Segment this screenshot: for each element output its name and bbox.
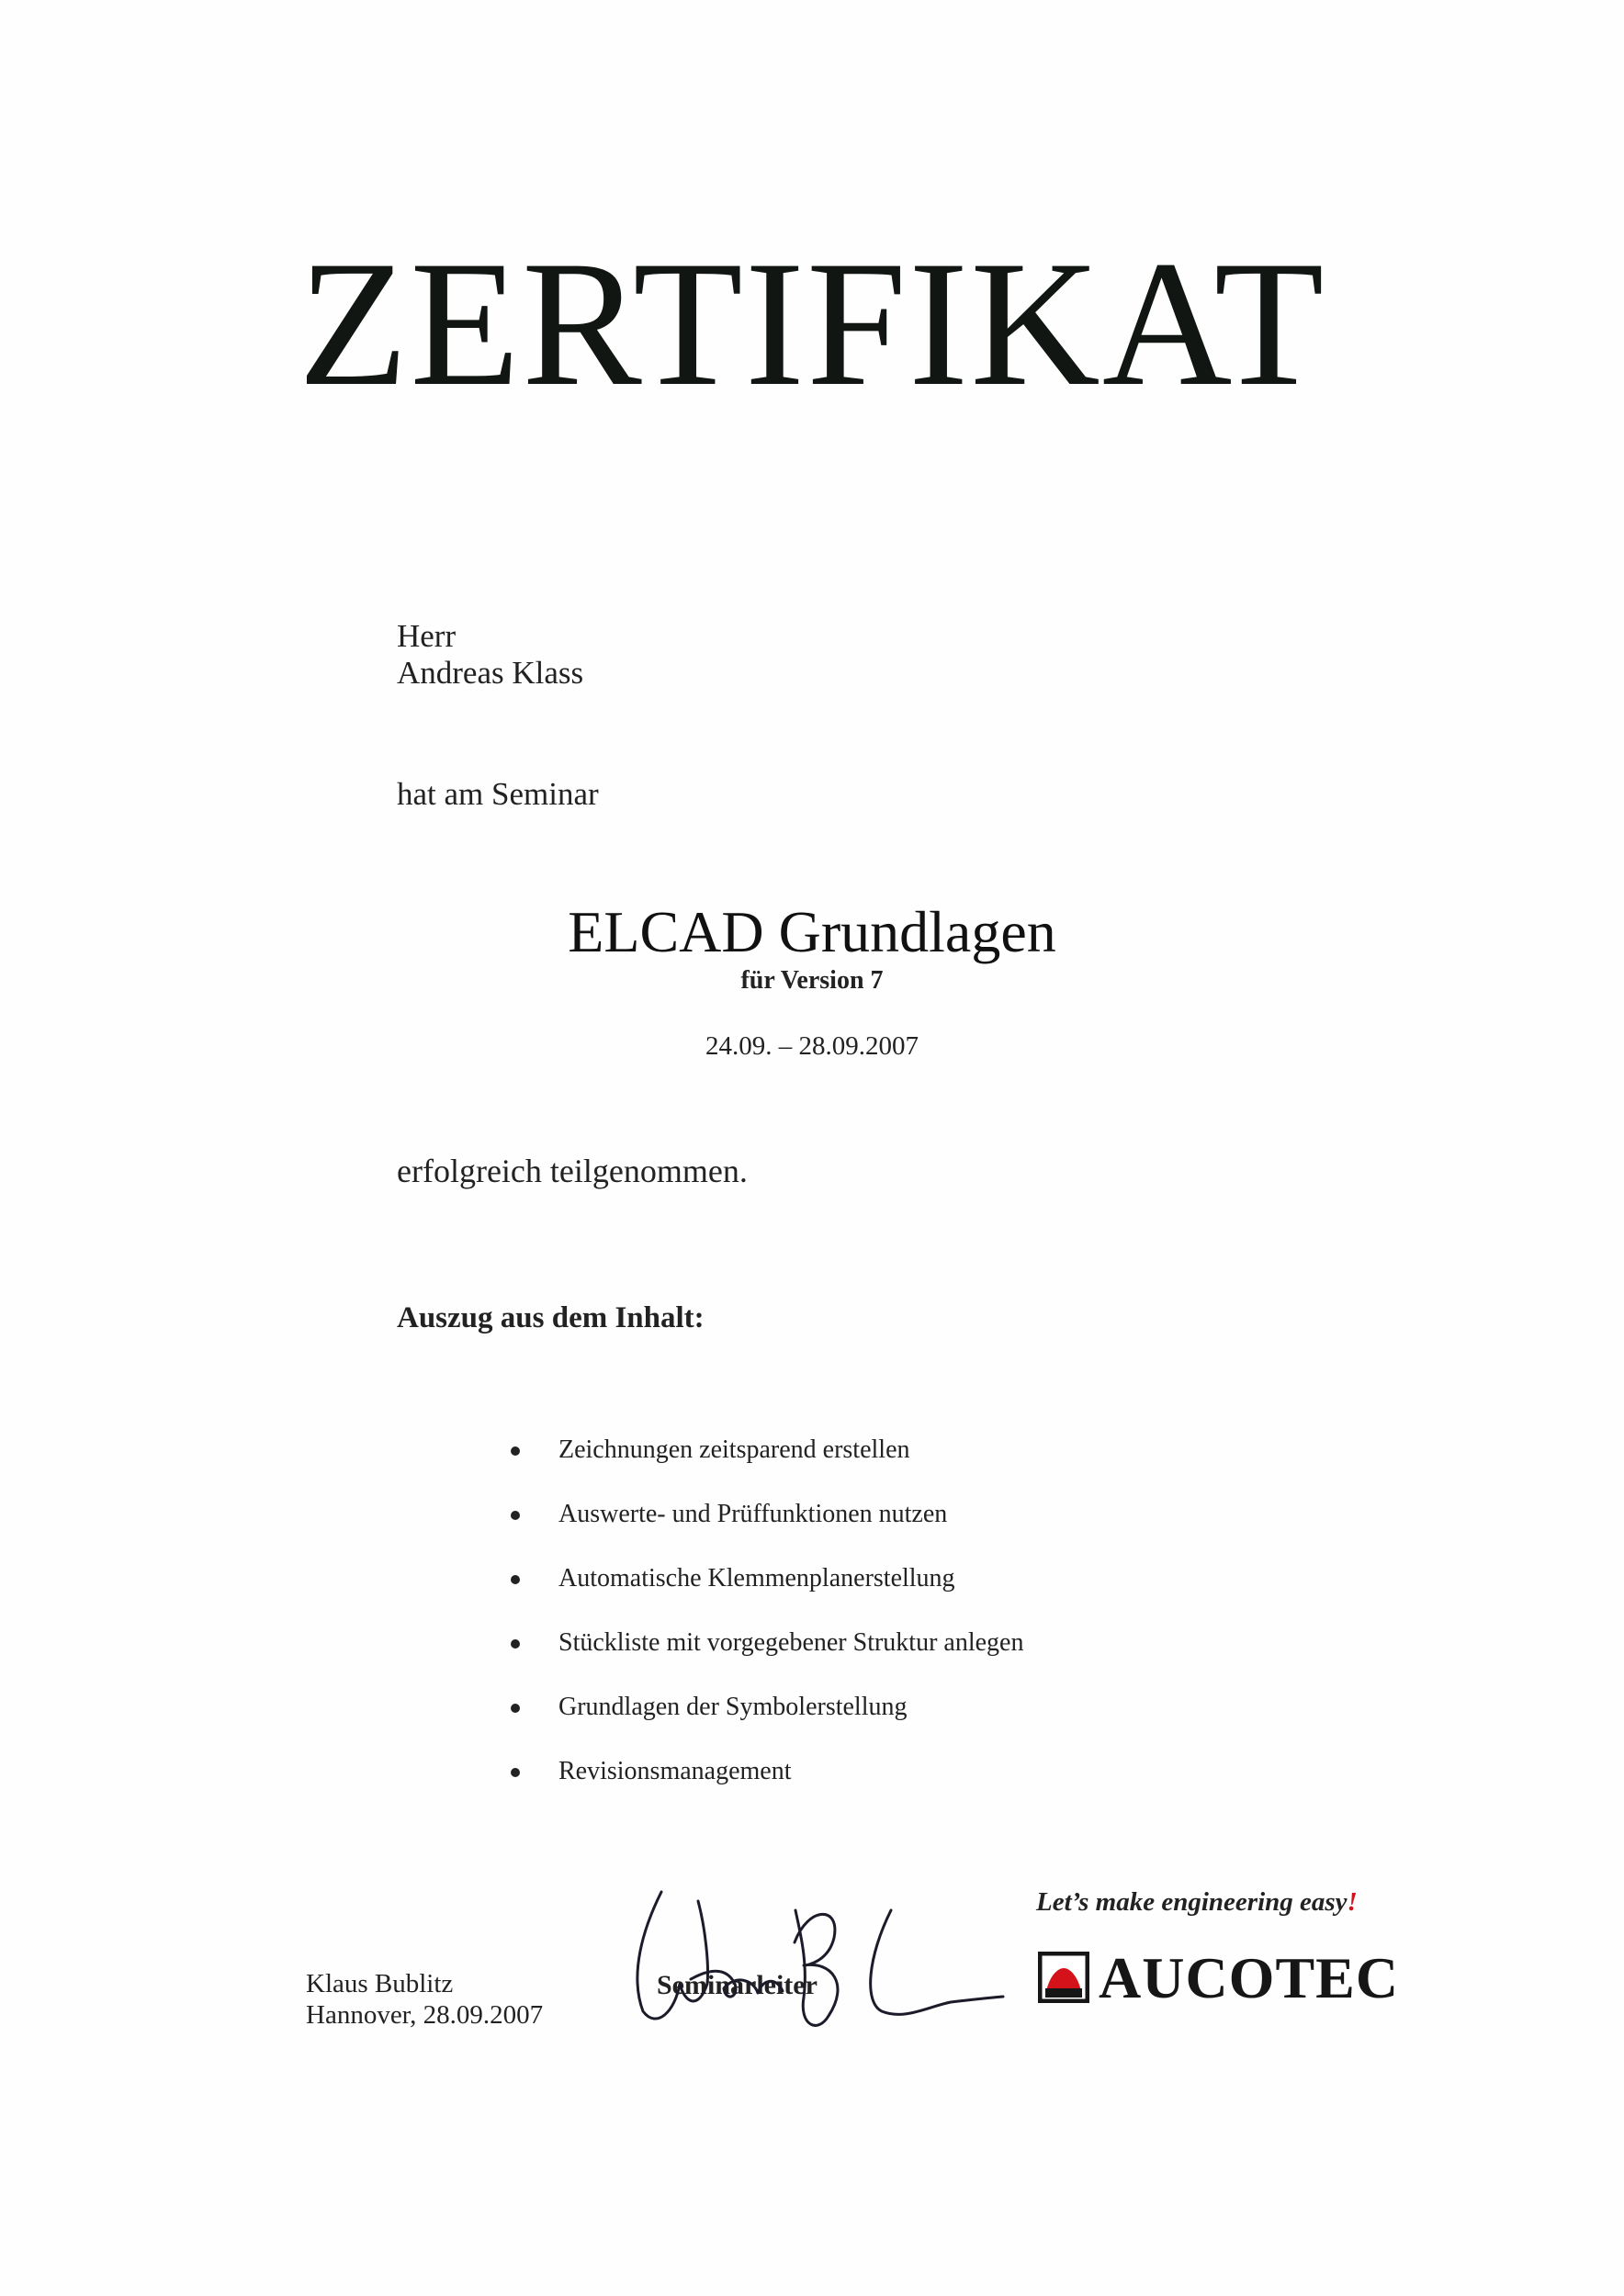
content-heading: Auszug aus dem Inhalt: [397, 1301, 705, 1334]
place-date: Hannover, 28.09.2007 [306, 2000, 544, 2030]
list-item [511, 1627, 1023, 1692]
bullet-icon [511, 1639, 520, 1649]
aucotec-logo-icon [1038, 1952, 1089, 2003]
bullet-icon [511, 1704, 520, 1713]
bullet-icon [511, 1768, 520, 1777]
recipient-name: Andreas Klass [397, 655, 584, 691]
handwritten-signature [588, 1874, 1010, 2057]
list-item-label: Stückliste mit vorgegebener Struktur anlegen [558, 1628, 1024, 1657]
recipient-salutation: Herr [397, 618, 457, 654]
bullet-icon [511, 1446, 520, 1456]
slogan-mark: ! [1347, 1887, 1358, 1917]
signer-name: Klaus Bublitz [306, 1969, 454, 1998]
list-item-label: Auswerte- und Prüffunktionen nutzen [558, 1500, 948, 1528]
certificate-title: ZERTIFIKAT [298, 224, 1326, 423]
result-text: erfolgreich teilgenommen. [397, 1153, 748, 1189]
list-item [511, 1435, 1023, 1499]
slogan-text: Let’s make engineering easy [1036, 1887, 1348, 1917]
brand-slogan [1036, 1887, 1358, 1918]
bullet-icon [511, 1511, 520, 1520]
list-item [511, 1756, 1023, 1820]
course-version: für Version 7 [740, 966, 884, 995]
list-item-label: Zeichnungen zeitsparend erstellen [558, 1435, 910, 1464]
aucotec-logo [1038, 1945, 1400, 2011]
content-list [511, 1435, 1023, 1820]
list-item [511, 1563, 1023, 1627]
logo-wordmark: AUCOTEC [1099, 1945, 1400, 2010]
list-item-label: Revisionsmanagement [558, 1757, 792, 1785]
list-item [511, 1692, 1023, 1756]
list-item-label: Grundlagen der Symbolerstellung [558, 1693, 908, 1721]
list-item [511, 1499, 1023, 1563]
signature-role: Seminarleiter [657, 1970, 818, 2000]
signature-block [588, 1874, 1010, 2057]
course-dates: 24.09. – 28.09.2007 [705, 1031, 919, 1061]
seminar-intro: hat am Seminar [397, 776, 599, 812]
bullet-icon [511, 1575, 520, 1584]
course-title: ELCAD Grundlagen [568, 899, 1056, 964]
list-item-label: Automatische Klemmenplanerstellung [558, 1564, 955, 1593]
